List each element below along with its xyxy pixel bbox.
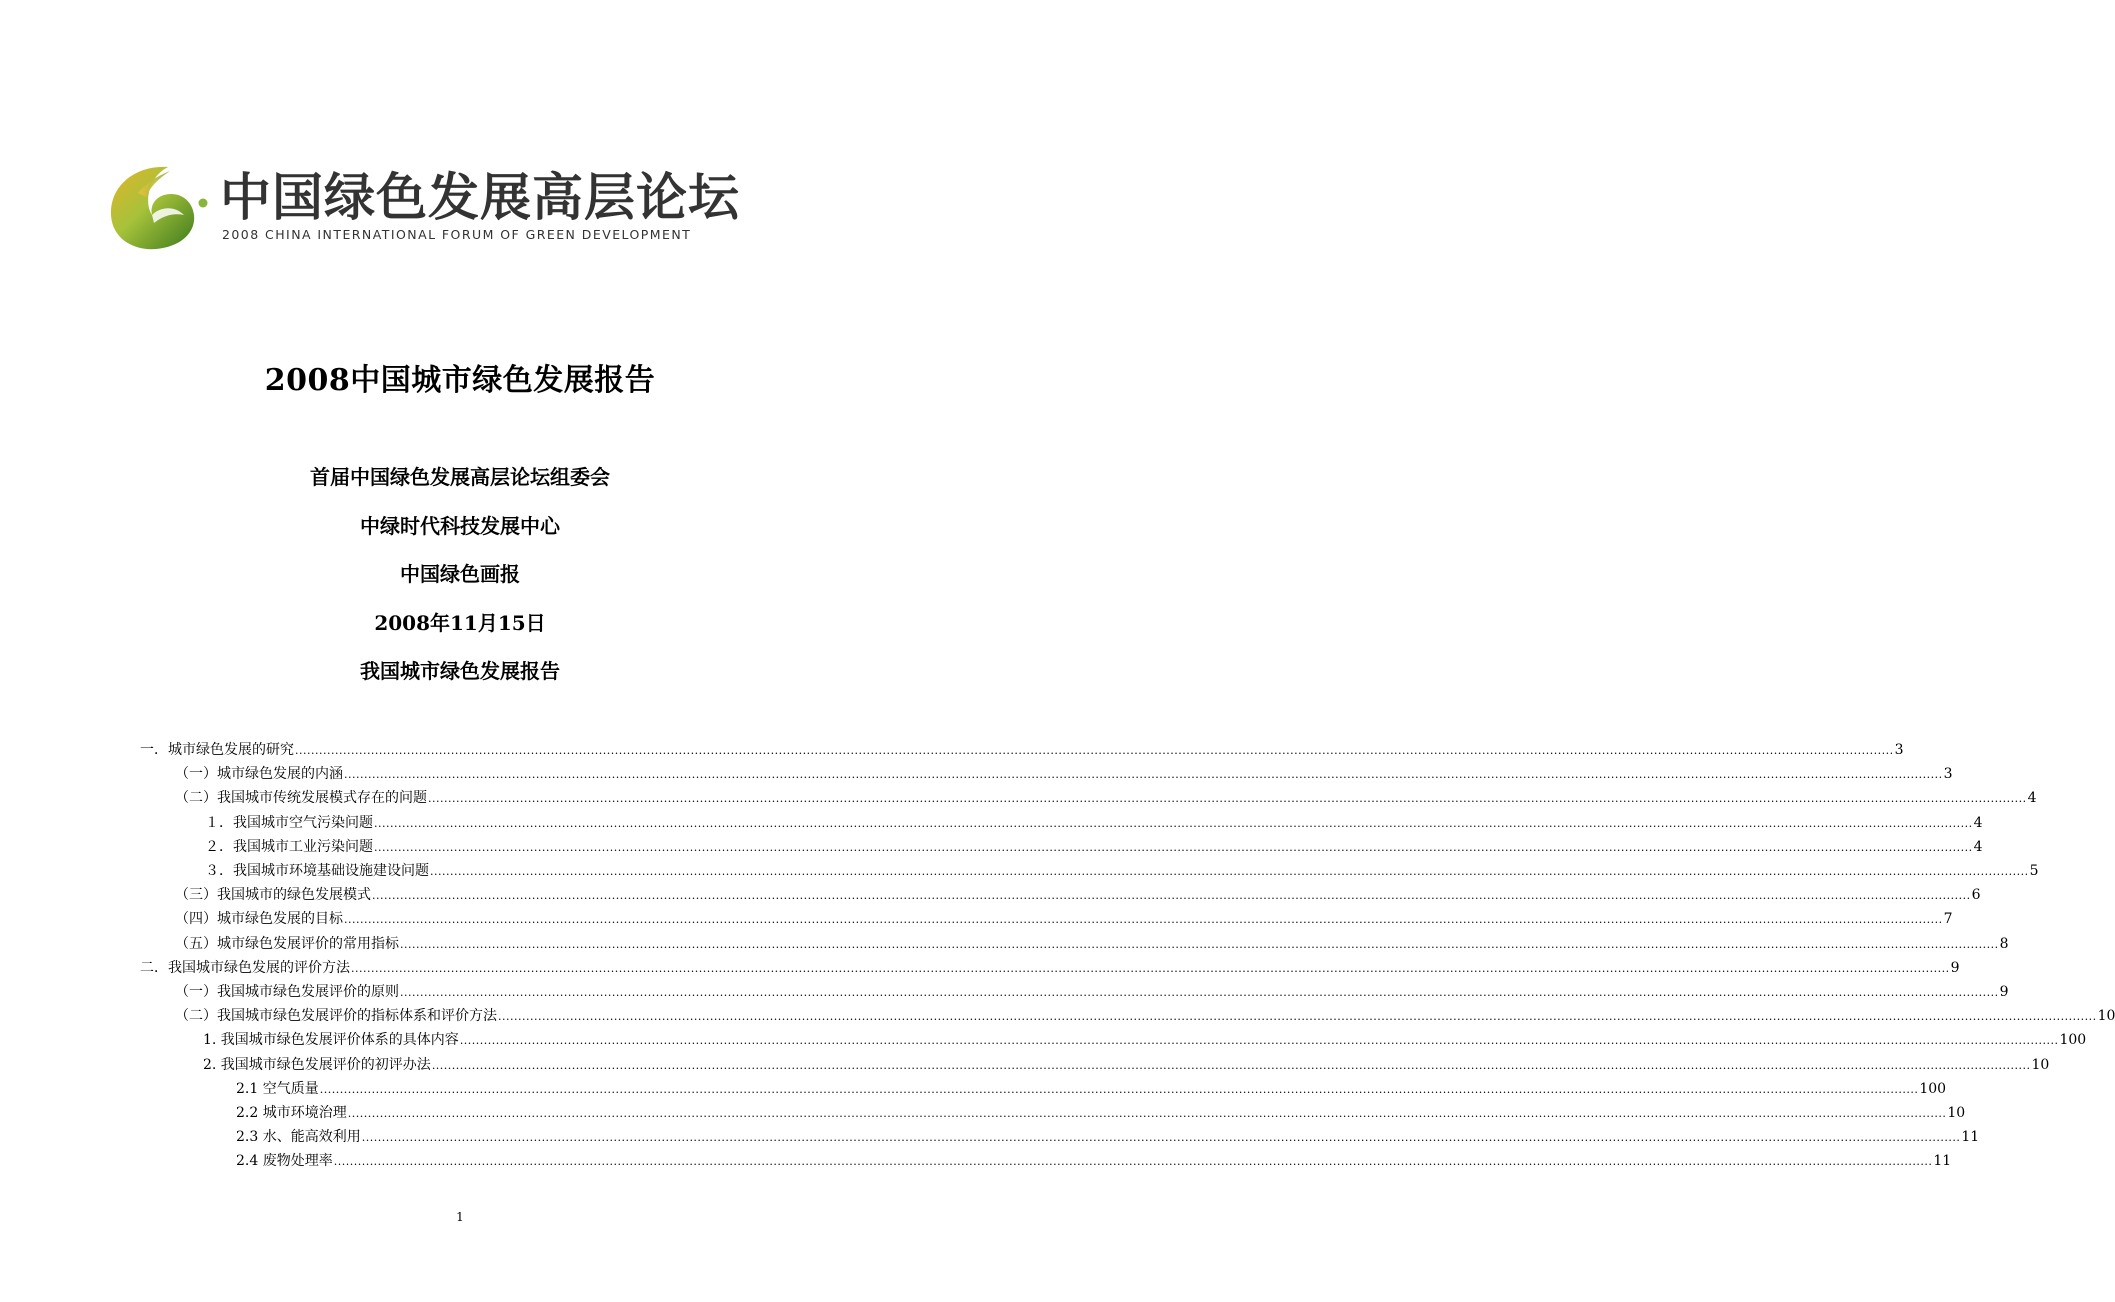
toc-entry-page: 9 xyxy=(1950,959,1960,976)
toc-entry-label: （一）我国城市绿色发展评价的原则 xyxy=(175,984,399,1000)
toc-entry[interactable] xyxy=(175,982,2009,1002)
toc-leader-dots: ................................................................................................................................................................................................................................................................................................................................................................................................................ xyxy=(431,1058,2031,1072)
toc-entry-label: 2.1 空气质量 xyxy=(236,1080,319,1097)
toc-entry-label: （一）城市绿色发展的内涵 xyxy=(175,766,343,783)
toc-leader-dots: ................................................................................................................................................................................................................................................................................................................................................................................................................ xyxy=(361,1131,1961,1145)
toc-leader-dots: ................................................................................................................................................................................................................................................................................................................................................................................................................ xyxy=(428,792,2027,806)
toc-entry[interactable] xyxy=(236,1151,1952,1171)
toc-entry-page: 5 xyxy=(2029,863,2039,879)
toc-leader-dots: ................................................................................................................................................................................................................................................................................................................................................................................................................ xyxy=(295,744,1894,757)
report-subtitle: 我国城市绿色发展报告 xyxy=(360,659,560,683)
toc-leader-dots: ................................................................................................................................................................................................................................................................................................................................................................................................................ xyxy=(498,1010,2097,1024)
toc-leader-dots: ................................................................................................................................................................................................................................................................................................................................................................................................................ xyxy=(459,1034,2059,1048)
toc-leader-dots: ................................................................................................................................................................................................................................................................................................................................................................................................................ xyxy=(344,768,1943,782)
toc-entry-label: 2.3 水、能高效利用 xyxy=(236,1129,361,1146)
toc-entry[interactable] xyxy=(203,1030,2087,1050)
toc-entry-label: ２．我国城市工业污染问题 xyxy=(205,838,373,855)
toc-entry-label: ３．我国城市环境基础设施建设问题 xyxy=(205,863,429,879)
report-title: 2008中国城市绿色发展报告 xyxy=(264,363,656,398)
toc-entry-label: 2. 我国城市绿色发展评价的初评办法 xyxy=(203,1056,431,1073)
toc-entry-label: （四）城市绿色发展的目标 xyxy=(175,911,343,928)
toc-entry-page: 10 xyxy=(2031,1056,2050,1073)
toc-entry[interactable] xyxy=(203,1055,2050,1075)
toc-entry[interactable] xyxy=(236,1103,1966,1123)
toc-entry-label: 二．我国城市绿色发展的评价方法 xyxy=(140,959,350,976)
toc-entry-page: 4 xyxy=(2027,790,2037,807)
toc-leader-dots: ................................................................................................................................................................................................................................................................................................................................................................................................................ xyxy=(430,865,2029,878)
toc-entry[interactable] xyxy=(205,861,2039,881)
organizer-pictorial: 中国绿色画报 xyxy=(400,562,520,586)
toc-entry-page: 100 xyxy=(1919,1080,1947,1097)
toc-entry-page: 10 xyxy=(1947,1105,1966,1121)
toc-entry-label: 2.4 废物处理率 xyxy=(236,1153,333,1170)
toc-entry-page: 7 xyxy=(1943,911,1953,928)
toc-entry-page: 100 xyxy=(2059,1032,2087,1049)
toc-entry-page: 3 xyxy=(1943,766,1953,783)
toc-entry-page: 3 xyxy=(1894,742,1904,758)
toc-leader-dots: ................................................................................................................................................................................................................................................................................................................................................................................................................ xyxy=(372,889,1971,903)
organizer-committee: 首届中国绿色发展高层论坛组委会 xyxy=(310,465,610,489)
forum-logo xyxy=(108,163,788,253)
report-date: 2008年11月15日 xyxy=(374,611,546,635)
toc-entry-page: 11 xyxy=(1961,1129,1980,1146)
toc-entry[interactable] xyxy=(140,958,1960,978)
toc-entry[interactable] xyxy=(236,1127,1980,1147)
toc-leader-dots: ................................................................................................................................................................................................................................................................................................................................................................................................................ xyxy=(400,937,1999,951)
organizer-center: 中绿时代科技发展中心 xyxy=(360,514,560,538)
toc-leader-dots: ................................................................................................................................................................................................................................................................................................................................................................................................................ xyxy=(374,840,1973,854)
toc-entry-page: 4 xyxy=(1973,838,1983,855)
toc-entry[interactable] xyxy=(175,764,1953,784)
toc-leader-dots: ................................................................................................................................................................................................................................................................................................................................................................................................................ xyxy=(319,1082,1919,1096)
toc-entry-label: 2.2 城市环境治理 xyxy=(236,1105,347,1121)
toc-entry-label: （二）我国城市传统发展模式存在的问题 xyxy=(175,790,427,807)
toc-entry-label: （三）我国城市的绿色发展模式 xyxy=(175,887,371,904)
toc-entry[interactable] xyxy=(175,934,2009,954)
toc-entry-page: 9 xyxy=(1999,984,2009,1000)
toc-entry[interactable] xyxy=(205,837,1983,857)
toc-entry[interactable] xyxy=(175,885,1981,905)
toc-leader-dots: ................................................................................................................................................................................................................................................................................................................................................................................................................ xyxy=(347,1107,1947,1120)
toc-entry-label: 一．城市绿色发展的研究 xyxy=(140,742,294,758)
toc-entry[interactable] xyxy=(205,813,1983,833)
toc-entry-label: １．我国城市空气污染问题 xyxy=(205,814,373,831)
toc-entry-page: 8 xyxy=(1999,935,2009,952)
toc-entry-label: 1. 我国城市绿色发展评价体系的具体内容 xyxy=(203,1032,459,1049)
toc-leader-dots: ................................................................................................................................................................................................................................................................................................................................................................................................................ xyxy=(400,986,1999,999)
toc-leader-dots: ................................................................................................................................................................................................................................................................................................................................................................................................................ xyxy=(333,1155,1933,1169)
toc-entry[interactable] xyxy=(236,1079,1947,1099)
green-six-logo-icon xyxy=(108,163,208,251)
toc-entry-page: 11 xyxy=(1933,1153,1952,1170)
toc-entry[interactable] xyxy=(175,1006,2115,1026)
toc-entry-page: 10 xyxy=(2097,1008,2115,1025)
toc-entry-page: 4 xyxy=(1973,814,1983,831)
page-number: 1 xyxy=(456,1210,464,1224)
toc-entry[interactable] xyxy=(175,788,2037,808)
toc-leader-dots: ................................................................................................................................................................................................................................................................................................................................................................................................................ xyxy=(374,816,1973,830)
toc-entry-page: 6 xyxy=(1971,887,1981,904)
toc-leader-dots: ................................................................................................................................................................................................................................................................................................................................................................................................................ xyxy=(344,913,1943,927)
toc-entry-label: （二）我国城市绿色发展评价的指标体系和评价方法 xyxy=(175,1008,497,1025)
logo-english-text: 2008 CHINA INTERNATIONAL FORUM OF GREEN DEVELOPMENT xyxy=(222,227,692,242)
toc-entry[interactable] xyxy=(175,909,1953,929)
toc-leader-dots: ................................................................................................................................................................................................................................................................................................................................................................................................................ xyxy=(351,961,1950,975)
logo-chinese-text: 中国绿色发展高层论坛 xyxy=(220,169,741,228)
toc-entry[interactable] xyxy=(140,740,1904,760)
toc-entry-label: （五）城市绿色发展评价的常用指标 xyxy=(175,935,399,952)
